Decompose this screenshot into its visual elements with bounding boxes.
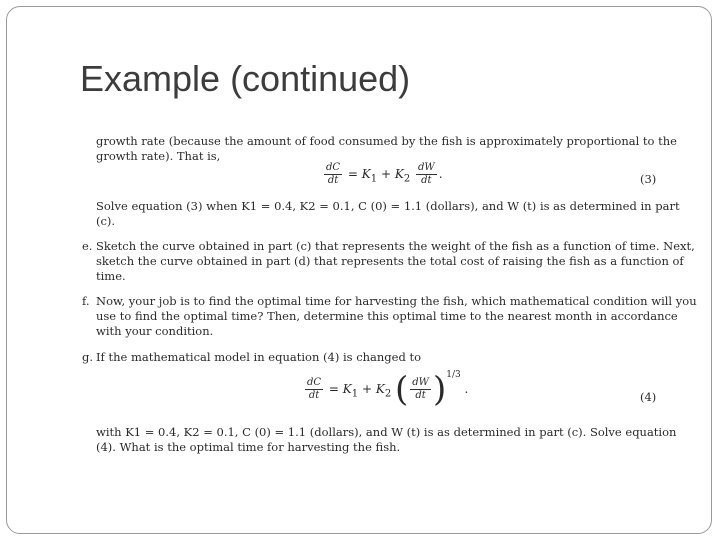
solve3-line-1: Solve equation (3) when K1 = 0.4, K2 = 0.1, C (0) = 1.1 (dollars), and W (t) is as determined in part <box>96 199 680 213</box>
item-f-line-2: use to find the optimal time? Then, determine this optimal time to the nearest month in accordance <box>96 309 678 323</box>
slide-title: Example (continued) <box>80 58 411 99</box>
item-e-line-2: sketch the curve obtained in part (d) that represents the total cost of raising the fish as a function of <box>96 254 684 268</box>
item-f-label: f. <box>82 294 90 308</box>
final-line-2: (4). What is the optimal time for harvesting the fish. <box>96 440 401 454</box>
eq3-lhs-fraction: $\frac{dC}{dt}$ <box>326 162 341 186</box>
solve3-line-2: (c). <box>96 214 116 228</box>
item-g-line-1: If the mathematical model in equation (4) is changed to <box>96 350 422 364</box>
equation-3-number: (3) <box>640 172 657 186</box>
equation-4: $\frac{dC}{dt}$ = $K_1 + K_2$ ( $\frac{dW}{dt}$ )$^{1/3}$ . <box>307 369 469 410</box>
eq3-rhs-fraction: $\frac{dW}{dt}$ <box>418 162 435 186</box>
intro-line-2: growth rate). That is, <box>96 149 221 163</box>
item-e-label: e. <box>82 239 93 253</box>
final-line-1: with K1 = 0.4, K2 = 0.1, C (0) = 1.1 (dollars), and W (t) is as determined in part (c). Solve equation <box>96 425 677 439</box>
intro-line-1: growth rate (because the amount of food consumed by the fish is approximately proportional to the <box>96 134 677 148</box>
item-f-line-3: with your condition. <box>96 324 214 338</box>
eq4-rhs-fraction: $\frac{dW}{dt}$ <box>412 377 429 401</box>
eq4-lhs-fraction: $\frac{dC}{dt}$ <box>307 377 322 401</box>
item-e-line-1: Sketch the curve obtained in part (c) that represents the weight of the fish as a function of time. Next, <box>96 239 695 253</box>
item-g-label: g. <box>82 350 94 364</box>
equation-3: $\frac{dC}{dt}$ = $K_1 + K_2$ $\frac{dW}{dt}$ . <box>326 162 443 186</box>
item-f-line-1: Now, your job is to find the optimal time for harvesting the fish, which mathematical condition will you <box>96 294 697 308</box>
item-e-line-3: time. <box>96 269 126 283</box>
equation-4-number: (4) <box>640 390 657 404</box>
